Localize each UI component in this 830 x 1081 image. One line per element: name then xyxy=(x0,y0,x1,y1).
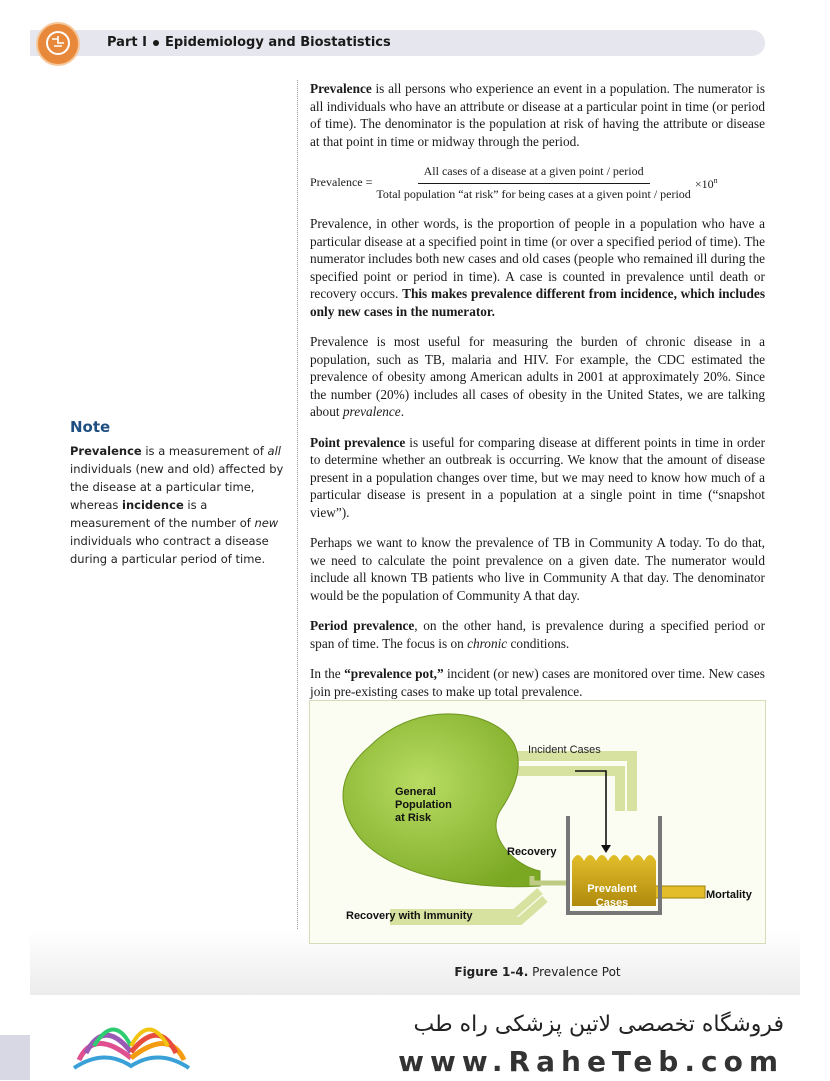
paragraph-prevalence-definition xyxy=(310,80,765,150)
formula-denominator: Total population “at risk” for being cases at a given point / period xyxy=(376,186,691,201)
paragraph-community-example xyxy=(310,534,765,604)
incident-arrow xyxy=(575,771,606,848)
formula-lhs: Prevalence = xyxy=(310,175,373,190)
watermark-persian: فروشگاه تخصصی لاتین پزشکی راه طب xyxy=(413,1012,784,1037)
text: is a measurement of xyxy=(141,444,268,458)
text: is a measurement of the number of xyxy=(70,498,255,530)
column-divider xyxy=(297,80,298,995)
text: Prevalence is most useful for measuring the burden of chronic disease in a population, such as TB, malaria and HIV. For example, the CDC estimated the prevalence of obesity among American adults in 2001 at approximately 20%. Since the number (20%) includes all cases of obesity in the United States, we are talking about xyxy=(310,334,765,419)
label-cases: Cases xyxy=(595,897,629,909)
term-period-prevalence: Period prevalence xyxy=(310,618,415,633)
label-at-risk: at Risk xyxy=(395,812,432,824)
italic-term: new xyxy=(254,516,279,530)
italic-term: all xyxy=(267,444,281,458)
term-prevalence-pot: “prevalence pot,” xyxy=(344,666,444,681)
open-book-logo-icon xyxy=(64,1008,199,1081)
text: is all persons who experience an event in a population. The numerator is all individuals who have an attribute or disease at a particular point in time (or period of time). The denominator is the population at risk of having the attribute or disease at that point in time or midway through the period. xyxy=(310,81,765,149)
term: Prevalence xyxy=(70,444,142,458)
label-general: General xyxy=(395,786,436,798)
paragraph-point-prevalence xyxy=(310,434,765,522)
italic-term: chronic xyxy=(467,635,508,651)
brain-logo-icon xyxy=(36,22,80,66)
note-title: Note xyxy=(70,418,111,436)
main-column xyxy=(310,80,765,713)
label-recovery: Recovery xyxy=(507,846,557,858)
emphasis: This makes prevalence different from incidence, which includes only new cases in the numerator. xyxy=(310,286,765,319)
paragraph-period-prevalence xyxy=(310,617,765,652)
sidebar-note xyxy=(70,418,285,568)
paragraph-prevalence-pot xyxy=(310,665,765,700)
multiplier-base: ×10 xyxy=(694,177,714,192)
incident-pipe xyxy=(500,756,632,811)
text: , on the other hand, is prevalence during a specified period or span of time. The focus is on xyxy=(310,618,766,651)
label-recovery-immunity: Recovery with Immunity xyxy=(346,910,473,922)
figure-caption xyxy=(310,965,765,979)
side-tab xyxy=(0,1035,30,1080)
arrowhead-icon xyxy=(601,845,611,853)
text: . xyxy=(400,404,405,419)
formula-multiplier xyxy=(695,172,718,194)
bullet-icon xyxy=(153,40,159,46)
text: Prevalence, in other words, is the proportion of people in a population who have a particular disease at a specified point in time (or over a specified period of time). The numerator includes both new cases and old cases (people who remained ill during the specified point or period in time). A case is counted in prevalence until death or recovery occurs. xyxy=(310,216,765,301)
text: is useful for comparing disease at different points in time in order to determine whether an outbreak is occurring. We know that the amount of disease present in a population changes over time, but we may need to know how much of a particular disease is present in a population at a single point in time (“snapshot view”). xyxy=(310,434,766,520)
text: Perhaps we want to know the prevalence of TB in Community A today. To do that, we need to calculate the point prevalence on a given date. The numerator would include all known TB patients who live in Community A that day. The denominator would be the population of Community A that day. xyxy=(310,535,765,603)
header-title: Epidemiology and Biostatistics xyxy=(164,35,391,50)
note-body xyxy=(70,442,285,568)
label-prevalent: Prevalent xyxy=(587,883,637,895)
text: In the xyxy=(310,666,345,681)
label-mortality: Mortality xyxy=(706,889,752,901)
text: conditions. xyxy=(507,635,570,651)
running-header xyxy=(107,35,391,50)
prevalence-pot-figure xyxy=(309,700,766,944)
term-prevalence: Prevalence xyxy=(310,81,372,96)
multiplier-exponent: n xyxy=(713,176,718,186)
term: incidence xyxy=(122,498,184,512)
text: individuals (new and old) affected by the disease at a particular time, whereas xyxy=(70,462,284,512)
caption-label: Figure 1-4. xyxy=(454,965,529,979)
formula-numerator: All cases of a disease at a given point / period xyxy=(418,163,650,184)
italic-term: prevalence xyxy=(342,404,401,419)
label-population: Population xyxy=(395,799,452,811)
text: incident (or new) cases are monitored over time. New cases join pre-existing cases to make up total prevalence. xyxy=(310,666,765,699)
watermark-url: www.RaheTeb.com xyxy=(398,1045,784,1078)
text: individuals who contract a disease during a particular period of time. xyxy=(70,534,269,566)
prevalence-formula xyxy=(310,163,765,203)
label-incident-cases: Incident Cases xyxy=(528,744,601,756)
paragraph-burden xyxy=(310,333,765,421)
caption-text: Prevalence Pot xyxy=(528,965,621,979)
term-point-prevalence: Point prevalence xyxy=(310,434,406,450)
formula-fraction xyxy=(376,163,690,203)
paragraph-proportion xyxy=(310,215,765,320)
prevalence-pot-diagram xyxy=(310,701,765,943)
header-part: Part I xyxy=(107,35,147,50)
